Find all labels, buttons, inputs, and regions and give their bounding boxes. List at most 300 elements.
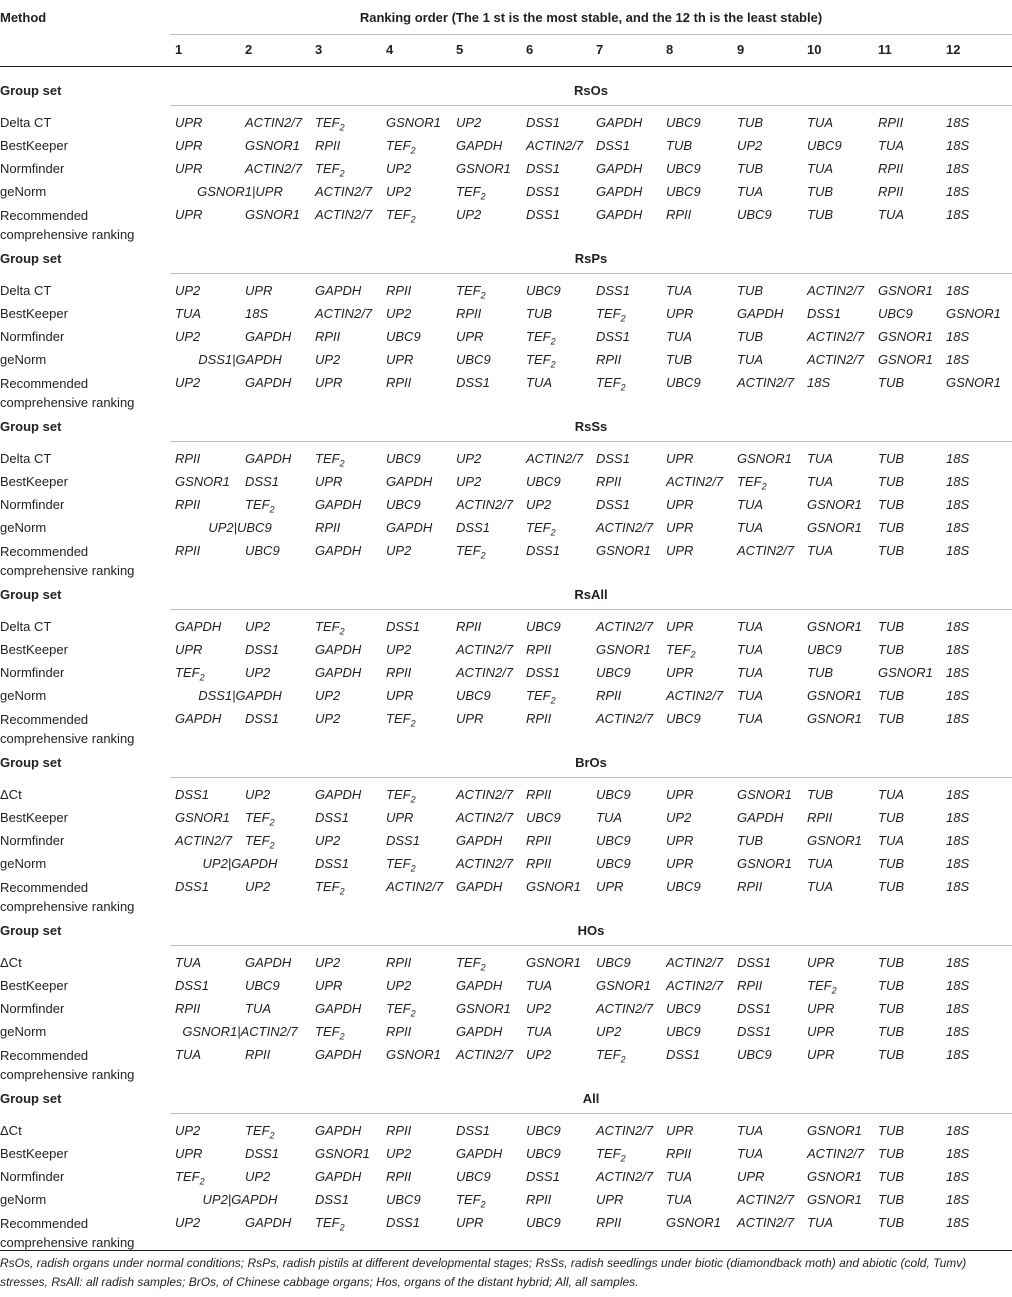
gene-cell: $TEF_2$ bbox=[526, 352, 556, 370]
gene-cell: 18S bbox=[946, 810, 970, 825]
gene-cell: TUA bbox=[737, 1146, 763, 1161]
gene-cell: DSS1 bbox=[807, 306, 841, 321]
gene-cell: GSNOR1 bbox=[807, 1169, 862, 1184]
gene-cell: $TEF_2$ bbox=[315, 161, 345, 179]
gene-cell: UPR bbox=[737, 1169, 765, 1184]
group-set-underline bbox=[170, 105, 1012, 106]
gene-cell: TUA bbox=[666, 283, 692, 298]
gene-cell: UBC9 bbox=[666, 375, 701, 390]
gene-cell: $TEF_2$ bbox=[245, 810, 275, 828]
gene-cell: GSNOR1 bbox=[807, 1192, 862, 1207]
merged-gene-pair: DSS1|GAPDH bbox=[198, 688, 282, 703]
gene-cell: 18S bbox=[946, 474, 970, 489]
gene-cell: 18S bbox=[946, 115, 970, 130]
gene-cell: UBC9 bbox=[526, 810, 561, 825]
gene-cell: GAPDH bbox=[315, 1169, 362, 1184]
rank-header-11: 11 bbox=[878, 42, 892, 57]
gene-cell: GSNOR1 bbox=[315, 1146, 370, 1161]
merged-gene-pair: GSNOR1|ACTIN2/7 bbox=[182, 1024, 298, 1039]
gene-cell: GSNOR1 bbox=[386, 1047, 441, 1062]
gene-cell: TUB bbox=[807, 665, 833, 680]
group-set-underline bbox=[170, 441, 1012, 442]
gene-cell: ACTIN2/7 bbox=[456, 810, 514, 825]
gene-cell: ACTIN2/7 bbox=[175, 833, 233, 848]
gene-cell: UPR bbox=[596, 879, 624, 894]
gene-cell: UPR bbox=[666, 520, 694, 535]
gene-cell: GAPDH bbox=[245, 375, 292, 390]
gene-cell: GAPDH bbox=[315, 543, 362, 558]
group-set-underline bbox=[170, 1113, 1012, 1114]
gene-cell: DSS1 bbox=[386, 833, 420, 848]
gene-cell: UBC9 bbox=[526, 619, 561, 634]
gene-cell: UBC9 bbox=[245, 978, 280, 993]
gene-cell: UP2 bbox=[175, 1123, 201, 1138]
group-set-underline bbox=[170, 777, 1012, 778]
gene-cell: RPII bbox=[175, 1001, 201, 1016]
gene-cell: TUA bbox=[666, 1192, 692, 1207]
gene-cell: $TEF_2$ bbox=[386, 1001, 416, 1019]
gene-cell: TUA bbox=[666, 329, 692, 344]
gene-cell: UPR bbox=[807, 1001, 835, 1016]
method-name: Recommended comprehensive ranking bbox=[0, 208, 135, 242]
gene-cell: RPII bbox=[807, 810, 833, 825]
gene-cell: DSS1 bbox=[526, 207, 560, 222]
gene-cell: RPII bbox=[315, 329, 341, 344]
gene-cell: $TEF_2$ bbox=[315, 619, 345, 637]
gene-cell: UPR bbox=[666, 306, 694, 321]
gene-cell: ACTIN2/7 bbox=[526, 451, 584, 466]
merged-gene-pair: GSNOR1|UPR bbox=[197, 184, 283, 199]
gene-cell: RPII bbox=[666, 1146, 692, 1161]
gene-cell: GSNOR1 bbox=[878, 283, 933, 298]
gene-cell: TUA bbox=[807, 1215, 833, 1230]
gene-cell: DSS1 bbox=[526, 184, 560, 199]
gene-cell: UPR bbox=[175, 115, 203, 130]
gene-cell: TUB bbox=[807, 184, 833, 199]
gene-cell: UP2 bbox=[315, 711, 341, 726]
gene-cell: UP2 bbox=[596, 1024, 622, 1039]
gene-cell: $TEF_2$ bbox=[315, 879, 345, 897]
gene-cell: $TEF_2$ bbox=[245, 497, 275, 515]
gene-cell: GAPDH bbox=[596, 207, 643, 222]
gene-cell: $TEF_2$ bbox=[386, 711, 416, 729]
gene-cell: ACTIN2/7 bbox=[596, 1001, 654, 1016]
gene-cell: ACTIN2/7 bbox=[807, 1146, 865, 1161]
method-name: BestKeeper bbox=[0, 978, 68, 993]
gene-cell: 18S bbox=[946, 787, 970, 802]
gene-cell: TUB bbox=[737, 833, 763, 848]
rank-header-2: 2 bbox=[245, 42, 253, 57]
gene-cell: UBC9 bbox=[526, 1146, 561, 1161]
gene-cell: TUA bbox=[596, 810, 622, 825]
gene-cell: TUB bbox=[666, 352, 692, 367]
gene-cell: GAPDH bbox=[456, 833, 503, 848]
gene-cell: RPII bbox=[315, 520, 341, 535]
gene-cell: $TEF_2$ bbox=[596, 1047, 626, 1065]
gene-cell: UBC9 bbox=[878, 306, 913, 321]
gene-cell: RPII bbox=[878, 184, 904, 199]
gene-cell: UPR bbox=[456, 1215, 484, 1230]
gene-cell: UPR bbox=[175, 138, 203, 153]
gene-cell: GSNOR1 bbox=[666, 1215, 721, 1230]
group-set-label: Group set bbox=[0, 923, 62, 938]
gene-cell: GSNOR1 bbox=[807, 1123, 862, 1138]
method-column-header: Method bbox=[0, 10, 47, 25]
gene-cell: DSS1 bbox=[245, 1146, 279, 1161]
method-name: Delta CT bbox=[0, 115, 52, 130]
gene-cell: UBC9 bbox=[596, 856, 631, 871]
gene-cell: UBC9 bbox=[596, 787, 631, 802]
gene-cell: GSNOR1 bbox=[807, 833, 862, 848]
gene-cell: UBC9 bbox=[596, 665, 631, 680]
gene-cell: $TEF_2$ bbox=[737, 474, 767, 492]
gene-cell: GAPDH bbox=[596, 161, 643, 176]
gene-cell: RPII bbox=[526, 856, 552, 871]
gene-cell: UPR bbox=[175, 207, 203, 222]
gene-cell: UP2 bbox=[315, 688, 341, 703]
gene-cell: UPR bbox=[666, 451, 694, 466]
gene-cell: GSNOR1 bbox=[737, 451, 792, 466]
group-set-name: RsAll bbox=[574, 587, 608, 602]
gene-cell: ACTIN2/7 bbox=[737, 1192, 795, 1207]
gene-cell: GAPDH bbox=[315, 497, 362, 512]
gene-cell: ACTIN2/7 bbox=[807, 283, 865, 298]
gene-cell: UP2 bbox=[245, 879, 271, 894]
gene-cell: 18S bbox=[946, 856, 970, 871]
gene-cell: 18S bbox=[245, 306, 269, 321]
gene-cell: TUB bbox=[878, 1024, 904, 1039]
gene-cell: UP2 bbox=[175, 329, 201, 344]
gene-cell: UBC9 bbox=[596, 955, 631, 970]
gene-cell: GAPDH bbox=[456, 138, 503, 153]
gene-cell: UP2 bbox=[386, 1146, 412, 1161]
method-name: Normfinder bbox=[0, 329, 65, 344]
gene-cell: $TEF_2$ bbox=[315, 115, 345, 133]
gene-cell: RPII bbox=[596, 352, 622, 367]
gene-cell: TUA bbox=[175, 306, 201, 321]
gene-cell: DSS1 bbox=[526, 665, 560, 680]
gene-cell: UBC9 bbox=[596, 833, 631, 848]
gene-cell: $TEF_2$ bbox=[386, 138, 416, 156]
rank-header-10: 10 bbox=[807, 42, 822, 57]
gene-cell: TUA bbox=[737, 497, 763, 512]
gene-cell: TUA bbox=[878, 207, 904, 222]
gene-cell: UPR bbox=[175, 161, 203, 176]
gene-cell: RPII bbox=[526, 711, 552, 726]
gene-cell: $TEF_2$ bbox=[315, 451, 345, 469]
gene-cell: GSNOR1 bbox=[596, 978, 651, 993]
gene-cell: 18S bbox=[946, 184, 970, 199]
gene-cell: UPR bbox=[666, 497, 694, 512]
gene-cell: TUB bbox=[878, 978, 904, 993]
gene-cell: GAPDH bbox=[315, 1001, 362, 1016]
gene-cell: UP2 bbox=[245, 787, 271, 802]
gene-cell: UBC9 bbox=[526, 283, 561, 298]
gene-cell: UBC9 bbox=[666, 1001, 701, 1016]
gene-cell: TUA bbox=[245, 1001, 271, 1016]
gene-cell: GAPDH bbox=[315, 1047, 362, 1062]
rank-header-5: 5 bbox=[456, 42, 464, 57]
gene-cell: TUB bbox=[878, 1146, 904, 1161]
gene-cell: UP2 bbox=[245, 1169, 271, 1184]
gene-cell: TUB bbox=[878, 1215, 904, 1230]
rank-header-12: 12 bbox=[946, 42, 961, 57]
gene-cell: TUB bbox=[807, 787, 833, 802]
gene-cell: UPR bbox=[666, 856, 694, 871]
method-name: geNorm bbox=[0, 520, 47, 535]
gene-cell: ACTIN2/7 bbox=[456, 1047, 514, 1062]
gene-cell: 18S bbox=[946, 1146, 970, 1161]
gene-cell: 18S bbox=[946, 978, 970, 993]
gene-cell: TUB bbox=[878, 520, 904, 535]
gene-cell: TUB bbox=[878, 619, 904, 634]
gene-cell: TUA bbox=[666, 1169, 692, 1184]
gene-cell: $TEF_2$ bbox=[245, 833, 275, 851]
gene-cell: GAPDH bbox=[315, 642, 362, 657]
header-bottom-rule bbox=[0, 66, 1012, 67]
group-set-underline bbox=[170, 945, 1012, 946]
gene-cell: ACTIN2/7 bbox=[245, 115, 303, 130]
gene-cell: GAPDH bbox=[315, 787, 362, 802]
gene-cell: RPII bbox=[386, 1169, 412, 1184]
gene-cell: $TEF_2$ bbox=[596, 306, 626, 324]
gene-cell: UPR bbox=[315, 978, 343, 993]
gene-cell: UPR bbox=[456, 711, 484, 726]
gene-cell: UP2 bbox=[737, 138, 763, 153]
gene-cell: RPII bbox=[386, 283, 412, 298]
gene-cell: RPII bbox=[175, 451, 201, 466]
gene-cell: TUB bbox=[878, 497, 904, 512]
merged-gene-pair: DSS1|GAPDH bbox=[198, 352, 282, 367]
gene-cell: DSS1 bbox=[315, 810, 349, 825]
gene-cell: GSNOR1 bbox=[807, 711, 862, 726]
gene-cell: 18S bbox=[946, 688, 970, 703]
gene-cell: UBC9 bbox=[456, 1169, 491, 1184]
method-name: BestKeeper bbox=[0, 306, 68, 321]
method-name: Recommended comprehensive ranking bbox=[0, 712, 135, 746]
gene-cell: $TEF_2$ bbox=[807, 978, 837, 996]
gene-cell: UP2 bbox=[245, 619, 271, 634]
gene-cell: $TEF_2$ bbox=[526, 688, 556, 706]
gene-cell: RPII bbox=[878, 115, 904, 130]
group-set-name: All bbox=[582, 1091, 600, 1106]
gene-cell: RPII bbox=[666, 207, 692, 222]
gene-cell: UP2 bbox=[456, 207, 482, 222]
gene-cell: UPR bbox=[596, 1192, 624, 1207]
gene-cell: 18S bbox=[946, 207, 970, 222]
gene-cell: ACTIN2/7 bbox=[807, 352, 865, 367]
gene-cell: ACTIN2/7 bbox=[315, 306, 373, 321]
gene-cell: 18S bbox=[946, 352, 970, 367]
gene-cell: TUA bbox=[175, 1047, 201, 1062]
gene-cell: UBC9 bbox=[386, 1192, 421, 1207]
gene-cell: UBC9 bbox=[666, 1024, 701, 1039]
merged-gene-pair: UP2|GAPDH bbox=[202, 856, 278, 871]
gene-cell: UBC9 bbox=[666, 115, 701, 130]
gene-cell: TUA bbox=[807, 451, 833, 466]
gene-cell: RPII bbox=[386, 955, 412, 970]
gene-cell: GSNOR1 bbox=[456, 161, 511, 176]
gene-cell: DSS1 bbox=[596, 497, 630, 512]
gene-cell: ACTIN2/7 bbox=[737, 375, 795, 390]
gene-cell: TUA bbox=[807, 474, 833, 489]
gene-cell: TUB bbox=[878, 1169, 904, 1184]
gene-cell: DSS1 bbox=[596, 329, 630, 344]
gene-cell: GAPDH bbox=[315, 283, 362, 298]
gene-cell: UPR bbox=[666, 833, 694, 848]
gene-cell: $TEF_2$ bbox=[315, 1215, 345, 1233]
gene-cell: 18S bbox=[946, 711, 970, 726]
rank-header-8: 8 bbox=[666, 42, 674, 57]
method-name: Delta CT bbox=[0, 619, 52, 634]
gene-cell: GAPDH bbox=[456, 978, 503, 993]
gene-cell: UP2 bbox=[526, 497, 552, 512]
gene-cell: DSS1 bbox=[526, 543, 560, 558]
gene-cell: UP2 bbox=[386, 306, 412, 321]
gene-cell: $TEF_2$ bbox=[315, 1024, 345, 1042]
gene-cell: RPII bbox=[526, 833, 552, 848]
gene-cell: ACTIN2/7 bbox=[596, 520, 654, 535]
group-set-underline bbox=[170, 609, 1012, 610]
gene-cell: $TEF_2$ bbox=[175, 1169, 205, 1187]
gene-cell: ACTIN2/7 bbox=[456, 665, 514, 680]
gene-cell: 18S bbox=[946, 1001, 970, 1016]
gene-cell: RPII bbox=[526, 642, 552, 657]
gene-cell: $TEF_2$ bbox=[456, 184, 486, 202]
method-name: BestKeeper bbox=[0, 810, 68, 825]
gene-cell: $TEF_2$ bbox=[175, 665, 205, 683]
gene-cell: ACTIN2/7 bbox=[456, 642, 514, 657]
gene-cell: ACTIN2/7 bbox=[456, 787, 514, 802]
gene-cell: TUA bbox=[807, 543, 833, 558]
gene-cell: RPII bbox=[526, 1192, 552, 1207]
gene-cell: RPII bbox=[175, 497, 201, 512]
gene-cell: ACTIN2/7 bbox=[596, 619, 654, 634]
gene-cell: TUA bbox=[737, 619, 763, 634]
method-name: BestKeeper bbox=[0, 138, 68, 153]
method-name: Normfinder bbox=[0, 497, 65, 512]
gene-cell: GAPDH bbox=[386, 520, 433, 535]
gene-cell: 18S bbox=[946, 543, 970, 558]
gene-cell: UP2 bbox=[175, 375, 201, 390]
gene-cell: TUA bbox=[807, 161, 833, 176]
gene-cell: $TEF_2$ bbox=[456, 543, 486, 561]
gene-cell: GSNOR1 bbox=[175, 810, 230, 825]
gene-cell: RPII bbox=[456, 619, 482, 634]
gene-cell: GAPDH bbox=[315, 1123, 362, 1138]
gene-cell: TUA bbox=[737, 642, 763, 657]
method-name: Delta CT bbox=[0, 283, 52, 298]
gene-cell: DSS1 bbox=[386, 1215, 420, 1230]
gene-cell: TUB bbox=[737, 161, 763, 176]
rank-header-1: 1 bbox=[175, 42, 183, 57]
method-name: Normfinder bbox=[0, 1001, 65, 1016]
gene-cell: 18S bbox=[946, 1047, 970, 1062]
group-set-underline bbox=[170, 273, 1012, 274]
method-name: Delta CT bbox=[0, 451, 52, 466]
gene-cell: TUA bbox=[737, 352, 763, 367]
gene-cell: UP2 bbox=[175, 283, 201, 298]
gene-cell: GSNOR1 bbox=[946, 306, 1001, 321]
gene-cell: TUA bbox=[737, 688, 763, 703]
gene-cell: RPII bbox=[596, 688, 622, 703]
gene-cell: RPII bbox=[596, 1215, 622, 1230]
gene-cell: ACTIN2/7 bbox=[315, 184, 373, 199]
gene-cell: GAPDH bbox=[456, 1146, 503, 1161]
gene-cell: GSNOR1 bbox=[807, 688, 862, 703]
gene-cell: RPII bbox=[245, 1047, 271, 1062]
gene-cell: UBC9 bbox=[386, 497, 421, 512]
gene-cell: UP2 bbox=[386, 161, 412, 176]
gene-cell: 18S bbox=[946, 665, 970, 680]
gene-cell: GSNOR1 bbox=[737, 787, 792, 802]
gene-cell: RPII bbox=[386, 1024, 412, 1039]
gene-cell: TUA bbox=[737, 520, 763, 535]
gene-cell: GAPDH bbox=[245, 329, 292, 344]
group-set-label: Group set bbox=[0, 755, 62, 770]
gene-cell: UPR bbox=[666, 543, 694, 558]
group-set-label: Group set bbox=[0, 1091, 62, 1106]
method-name: Recommended comprehensive ranking bbox=[0, 880, 135, 914]
gene-cell: GAPDH bbox=[456, 1024, 503, 1039]
gene-cell: DSS1 bbox=[456, 375, 490, 390]
merged-gene-pair: UP2|GAPDH bbox=[202, 1192, 278, 1207]
gene-cell: RPII bbox=[386, 1123, 412, 1138]
gene-cell: DSS1 bbox=[245, 711, 279, 726]
method-name: Recommended comprehensive ranking bbox=[0, 1216, 135, 1250]
gene-cell: TUB bbox=[666, 138, 692, 153]
gene-cell: TUA bbox=[737, 184, 763, 199]
gene-cell: 18S bbox=[807, 375, 831, 390]
gene-cell: UPR bbox=[175, 642, 203, 657]
gene-cell: ACTIN2/7 bbox=[666, 978, 724, 993]
gene-cell: UPR bbox=[666, 665, 694, 680]
gene-cell: UP2 bbox=[526, 1001, 552, 1016]
gene-cell: TUB bbox=[526, 306, 552, 321]
gene-cell: DSS1 bbox=[386, 619, 420, 634]
gene-cell: TUB bbox=[878, 711, 904, 726]
gene-cell: TUB bbox=[878, 955, 904, 970]
gene-cell: GSNOR1 bbox=[596, 543, 651, 558]
gene-cell: UPR bbox=[386, 688, 414, 703]
gene-cell: UBC9 bbox=[245, 543, 280, 558]
method-name: geNorm bbox=[0, 856, 47, 871]
method-name: Recommended comprehensive ranking bbox=[0, 544, 135, 578]
gene-cell: $TEF_2$ bbox=[456, 283, 486, 301]
method-name: ΔCt bbox=[0, 955, 22, 970]
gene-cell: GAPDH bbox=[245, 451, 292, 466]
gene-cell: GAPDH bbox=[596, 184, 643, 199]
gene-cell: UP2 bbox=[315, 955, 341, 970]
gene-cell: GSNOR1 bbox=[807, 619, 862, 634]
gene-cell: GAPDH bbox=[245, 1215, 292, 1230]
gene-cell: ACTIN2/7 bbox=[596, 711, 654, 726]
rank-header-4: 4 bbox=[386, 42, 394, 57]
method-name: geNorm bbox=[0, 688, 47, 703]
gene-cell: TUB bbox=[878, 375, 904, 390]
gene-cell: UPR bbox=[315, 375, 343, 390]
gene-cell: UP2 bbox=[456, 115, 482, 130]
gene-cell: TUB bbox=[807, 207, 833, 222]
group-set-label: Group set bbox=[0, 587, 62, 602]
gene-cell: TUB bbox=[878, 543, 904, 558]
gene-cell: $TEF_2$ bbox=[245, 1123, 275, 1141]
gene-cell: 18S bbox=[946, 833, 970, 848]
gene-cell: UP2 bbox=[386, 642, 412, 657]
gene-cell: DSS1 bbox=[175, 879, 209, 894]
gene-cell: UPR bbox=[807, 1047, 835, 1062]
gene-cell: TUA bbox=[878, 787, 904, 802]
